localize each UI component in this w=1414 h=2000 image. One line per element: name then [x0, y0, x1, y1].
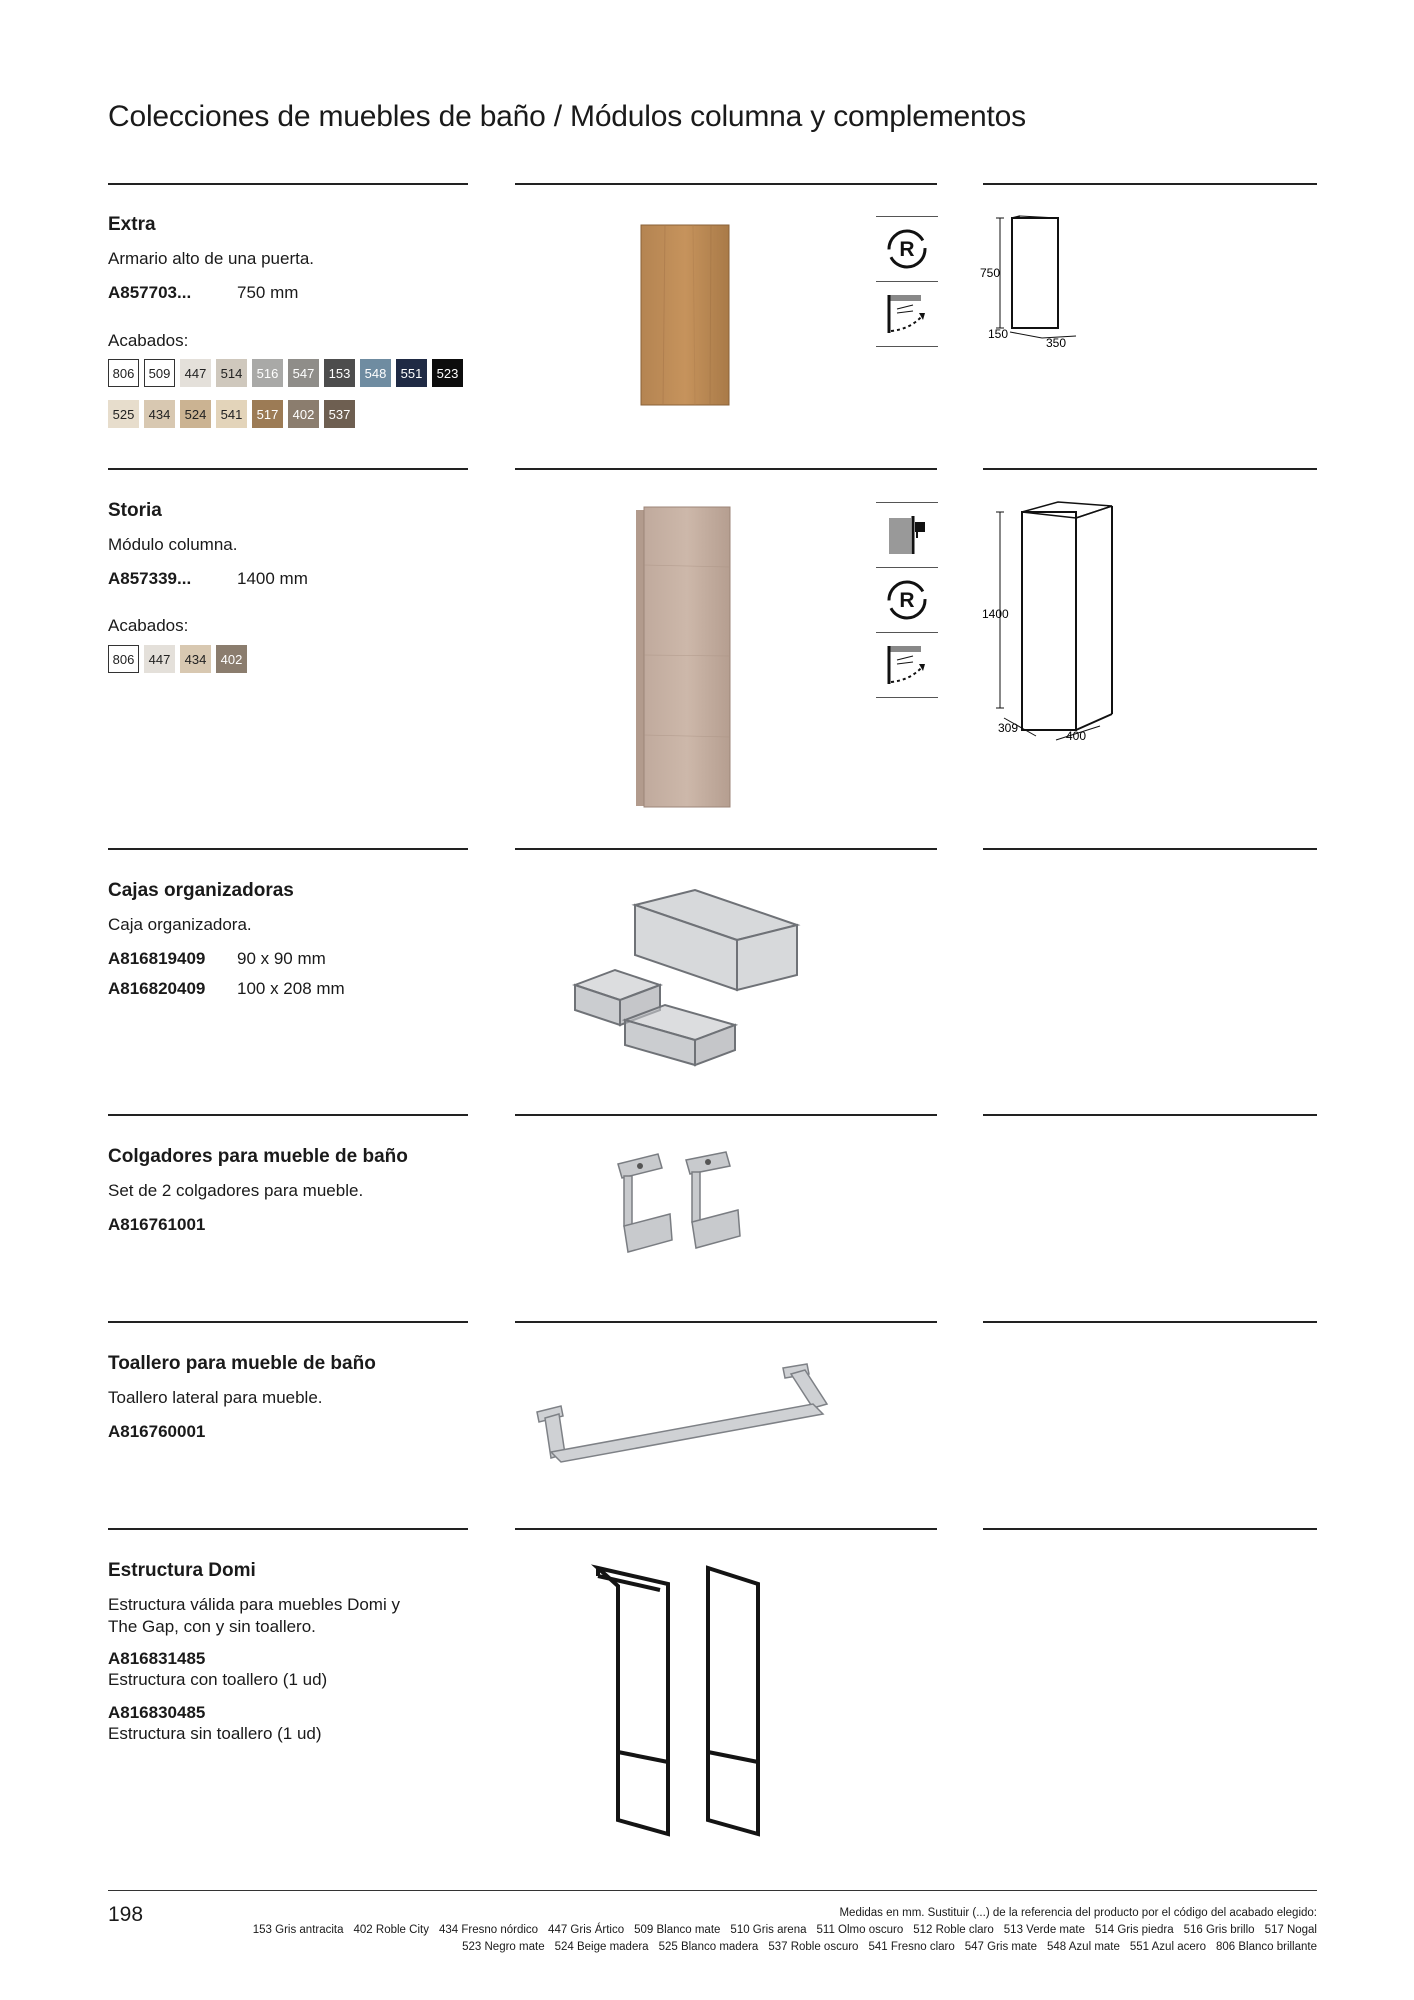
divider: [515, 1321, 937, 1323]
product-size: 100 x 208 mm: [237, 979, 345, 998]
divider: [515, 1528, 937, 1530]
hangers-image: [610, 1150, 760, 1260]
reversible-icon: [885, 578, 929, 622]
organizer-boxes-image: [565, 885, 805, 1075]
product-ref: A816830485: [108, 1703, 206, 1722]
divider: [108, 1114, 468, 1116]
finish-swatch[interactable]: 524: [180, 400, 211, 428]
product-ref: A816760001: [108, 1422, 206, 1441]
dim-depth: 309: [998, 721, 1019, 735]
feature-icons: [876, 502, 938, 698]
finish-swatch[interactable]: 523: [432, 359, 463, 387]
section-desc-colgadores: Set de 2 colgadores para mueble.: [108, 1181, 364, 1200]
product-ref: A816761001: [108, 1215, 206, 1234]
finish-swatch[interactable]: 517: [252, 400, 283, 428]
finish-swatch[interactable]: 402: [288, 400, 319, 428]
product-ref: A816831485: [108, 1649, 206, 1668]
section-title-extra: Extra: [108, 214, 156, 235]
divider: [108, 1528, 468, 1530]
dim-depth: 150: [988, 327, 1009, 341]
extra-dimension-drawing: [980, 210, 1100, 360]
storia-column-image: [628, 505, 738, 810]
extra-cabinet-image: [635, 222, 735, 408]
divider: [983, 468, 1317, 470]
svg-text:R: R: [899, 589, 915, 612]
product-size: 90 x 90 mm: [237, 949, 326, 968]
legend-line: [167, 1939, 1317, 1956]
finish-swatch[interactable]: 525: [108, 400, 139, 428]
dim-width: 350: [1046, 336, 1067, 350]
finish-swatch[interactable]: 447: [144, 645, 175, 673]
divider: [983, 848, 1317, 850]
product-ref: A816819409: [108, 949, 206, 968]
section-title-domi: Estructura Domi: [108, 1560, 256, 1581]
divider: [515, 468, 937, 470]
dim-height: 1400: [982, 607, 1009, 621]
section-desc-domi: The Gap, con y sin toallero.: [108, 1617, 316, 1636]
domi-structure-image: [590, 1562, 770, 1842]
finish-swatch[interactable]: 447: [180, 359, 211, 387]
product-ref: A857703...: [108, 283, 192, 302]
reversible-icon: [885, 227, 929, 271]
divider: [515, 183, 937, 185]
finish-swatch[interactable]: 537: [324, 400, 355, 428]
legend-line: [167, 1922, 1317, 1939]
feature-icons: [876, 216, 938, 347]
legend-item: 547 Gris mate: [964, 1941, 1037, 1953]
product-size: 750 mm: [237, 283, 299, 302]
legend-item: 510 Gris arena: [730, 1924, 807, 1936]
legend-item: 434 Fresno nórdico: [438, 1924, 539, 1936]
section-title-toallero: Toallero para mueble de baño: [108, 1353, 376, 1374]
finish-swatch[interactable]: 434: [144, 400, 175, 428]
finishes-label: Acabados:: [108, 616, 189, 635]
storia-dimension-drawing: [980, 498, 1115, 753]
finish-swatch[interactable]: 402: [216, 645, 247, 673]
swatch-row: [108, 400, 355, 428]
finish-swatch[interactable]: 516: [252, 359, 283, 387]
product-label: Estructura con toallero (1 ud): [108, 1670, 328, 1689]
wall-mount-icon: [883, 512, 931, 558]
finish-swatch[interactable]: 509: [144, 359, 175, 387]
towel-rail-image: [535, 1360, 835, 1470]
page-title: Colecciones de muebles de baño / Módulos columna y complementos: [108, 100, 1026, 133]
dim-width: 400: [1066, 729, 1087, 743]
divider: [108, 1890, 1317, 1891]
finish-swatch[interactable]: 548: [360, 359, 391, 387]
finish-legend: [167, 1905, 1317, 1956]
legend-item: 523 Negro mate: [462, 1941, 545, 1953]
legend-item: 402 Roble City: [353, 1924, 429, 1936]
product-size: 1400 mm: [237, 569, 308, 588]
legend-item: 537 Roble oscuro: [768, 1941, 859, 1953]
legend-item: 551 Azul acero: [1129, 1941, 1206, 1953]
product-ref: A857339...: [108, 569, 192, 588]
section-desc-cajas: Caja organizadora.: [108, 915, 252, 934]
legend-item: 806 Blanco brillante: [1215, 1941, 1317, 1953]
divider: [108, 848, 468, 850]
divider: [108, 1321, 468, 1323]
svg-text:R: R: [899, 238, 915, 261]
finish-swatch[interactable]: 806: [108, 645, 139, 673]
legend-item: 516 Gris brillo: [1183, 1924, 1255, 1936]
finish-swatch[interactable]: 514: [216, 359, 247, 387]
divider: [983, 1528, 1317, 1530]
finish-swatch[interactable]: 153: [324, 359, 355, 387]
legend-item: 525 Blanco madera: [658, 1941, 759, 1953]
legend-item: 153 Gris antracita: [252, 1924, 344, 1936]
legend-item: 548 Azul mate: [1047, 1941, 1120, 1953]
legend-item: 513 Verde mate: [1003, 1924, 1085, 1936]
divider: [515, 1114, 937, 1116]
divider: [983, 183, 1317, 185]
divider: [515, 848, 937, 850]
section-title-cajas: Cajas organizadoras: [108, 880, 294, 901]
footer-note: Medidas en mm. Sustituir (...) de la referencia del producto por el código del acabado elegido:: [839, 1907, 1317, 1919]
divider: [983, 1321, 1317, 1323]
finish-swatch[interactable]: 547: [288, 359, 319, 387]
section-desc-toallero: Toallero lateral para mueble.: [108, 1388, 323, 1407]
soft-close-icon: [883, 642, 931, 688]
section-title-colgadores: Colgadores para mueble de baño: [108, 1146, 408, 1167]
page-number: 198: [108, 1903, 144, 1926]
legend-item: 524 Beige madera: [554, 1941, 649, 1953]
divider: [108, 468, 468, 470]
product-label: Estructura sin toallero (1 ud): [108, 1724, 322, 1743]
legend-item: 447 Gris Ártico: [548, 1924, 625, 1936]
section-desc-domi: Estructura válida para muebles Domi y: [108, 1595, 400, 1614]
section-title-storia: Storia: [108, 500, 162, 521]
legend-item: 541 Fresno claro: [868, 1941, 955, 1953]
dim-height: 750: [980, 266, 1001, 280]
legend-item: 517 Nogal: [1264, 1924, 1317, 1936]
finish-swatch[interactable]: 551: [396, 359, 427, 387]
legend-item: 509 Blanco mate: [634, 1924, 721, 1936]
legend-item: 514 Gris piedra: [1094, 1924, 1174, 1936]
finish-swatch[interactable]: 806: [108, 359, 139, 387]
legend-item: 512 Roble claro: [913, 1924, 994, 1936]
swatch-row: [108, 645, 247, 673]
product-ref: A816820409: [108, 979, 206, 998]
legend-item: 511 Olmo oscuro: [816, 1924, 904, 1936]
swatch-row: [108, 359, 463, 387]
section-desc-storia: Módulo columna.: [108, 535, 238, 554]
finish-swatch[interactable]: 541: [216, 400, 247, 428]
finish-swatch[interactable]: 434: [180, 645, 211, 673]
soft-close-icon: [883, 291, 931, 337]
section-desc-extra: Armario alto de una puerta.: [108, 249, 315, 268]
divider: [108, 183, 468, 185]
divider: [983, 1114, 1317, 1116]
finishes-label: Acabados:: [108, 331, 189, 350]
